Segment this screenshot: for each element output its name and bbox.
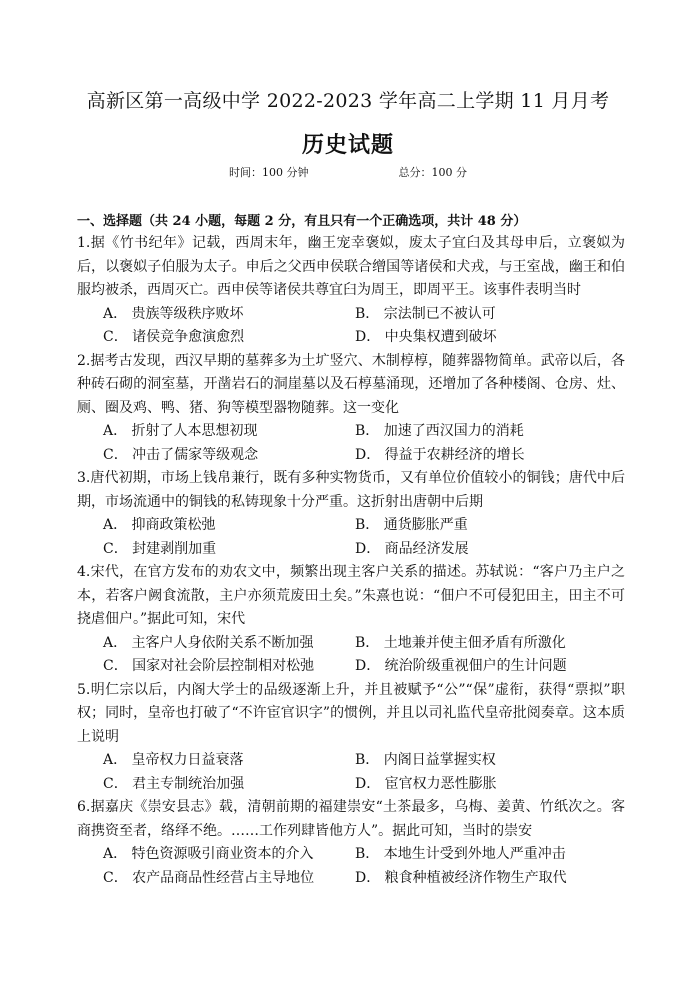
- question-3: [77, 467, 625, 561]
- option-b: B． 内阁日益掌握实权: [355, 752, 496, 768]
- option-b: B． 土地兼并使主佃矛盾有所激化: [355, 634, 566, 651]
- exam-total-score: 总分：100 分: [398, 166, 467, 179]
- question-stem: 3.唐代初期，市场上钱帛兼行，既有多种实物货币，又有单位价值较小的铜钱；唐代中后期，市场流通中的铜钱的私铸现象十分严重。这折射出唐朝中后期: [77, 470, 625, 510]
- option-c: C． 君主专制统治加强: [103, 775, 245, 792]
- subject-title: 历史试题: [301, 132, 394, 158]
- option-c: C． 冲击了儒家等级观念: [103, 446, 259, 463]
- question-1: [77, 232, 625, 350]
- section-title: 一、选择题（共 24 小题，每题 2 分，有且只有一个正确选项，共计 48 分）: [77, 214, 527, 229]
- option-a: A． 抑商政策松弛: [103, 517, 216, 533]
- option-c: C． 封建剥削加重: [103, 540, 217, 557]
- option-b: B． 本地生计受到外地人严重冲击: [355, 846, 566, 862]
- question-4: [77, 561, 625, 679]
- question-5: [77, 679, 625, 797]
- option-a: A． 主客户人身依附关系不断加强: [103, 634, 314, 651]
- option-d: D． 得益于农耕经济的增长: [355, 446, 525, 463]
- option-a: A． 折射了人本思想初现: [103, 423, 258, 439]
- option-d: D． 粮食种植被经济作物生产取代: [355, 869, 567, 886]
- option-a: A． 贵族等级秩序败坏: [103, 305, 244, 322]
- question-stem: 4.宋代，在官方发布的劝农文中，频繁出现主客户关系的描述。苏轼说：“客户乃主户之本，若客户阙食流散，主户亦须荒废田土矣。”朱熹也说：“佃户不可侵犯田主，田主不可挠虐佃户。”据此可知，宋代: [77, 564, 625, 627]
- option-d: D． 商品经济发展: [355, 540, 469, 557]
- option-d: D． 宦官权力恶性膨胀: [355, 775, 497, 792]
- question-6: [77, 796, 625, 890]
- question-stem: 1.据《竹书纪年》记载，西周末年，幽王宠幸褒姒，废太子宜臼及其母申后，立褒姒为后，以褒姒子伯服为太子。申后之父西申侯联合缯国等诸侯和犬戎，与王室战，幽王和伯服均被杀，西周灭亡。西申侯等诸侯共尊宜臼为周王，即周平王。该事件表明当时: [77, 235, 625, 298]
- option-c: C． 国家对社会阶层控制相对松弛: [103, 658, 315, 674]
- option-a: A． 皇帝权力日益衰落: [103, 752, 244, 768]
- question-stem: 5.明仁宗以后，内阁大学士的品级逐渐上升，并且被赋予“公”“保”虚衔，获得“票拟”职权；同时，皇帝也打破了“不许宦官识字”的惯例，并且以司礼监代皇帝批阅奏章。这本质上说明: [77, 681, 625, 745]
- option-c: C． 诸侯竞争愈演愈烈: [103, 329, 245, 345]
- option-d: D． 中央集权遭到破坏: [355, 329, 497, 345]
- option-b: B． 加速了西汉国力的消耗: [355, 423, 524, 439]
- question-list: [77, 232, 625, 890]
- question-stem: 2.据考古发现，西汉早期的墓葬多为土圹竖穴、木制椁椁，随葬器物简单。武帝以后，各种砖石砌的洞室墓，开凿岩石的洞崖墓以及石椁墓涌现，还增加了各种楼阁、仓房、灶、厕、圈及鸡、鸭、猪、狗等模型器物随葬。这一变化: [77, 352, 625, 416]
- school-title: 高新区第一高级中学 2022-2023 学年高二上学期 11 月月考: [86, 90, 610, 112]
- exam-meta: [0, 164, 696, 180]
- option-a: A． 特色资源吸引商业资本的介入: [103, 846, 314, 862]
- option-c: C． 农产品商品性经营占主导地位: [103, 869, 315, 886]
- question-stem: 6.据嘉庆《崇安县志》载，清朝前期的福建崇安“土茶最多，乌梅、姜黄、竹纸次之。客商携资至者，络绎不绝。……工作列肆皆他方人”。据此可知，当时的崇安: [77, 799, 625, 839]
- option-d: D． 统治阶级重视佃户的生计问题: [355, 658, 567, 674]
- exam-time: 时间：100 分钟: [229, 166, 309, 179]
- question-2: [77, 350, 625, 468]
- option-b: B． 通货膨胀严重: [355, 517, 468, 533]
- option-b: B． 宗法制已不被认可: [355, 305, 496, 322]
